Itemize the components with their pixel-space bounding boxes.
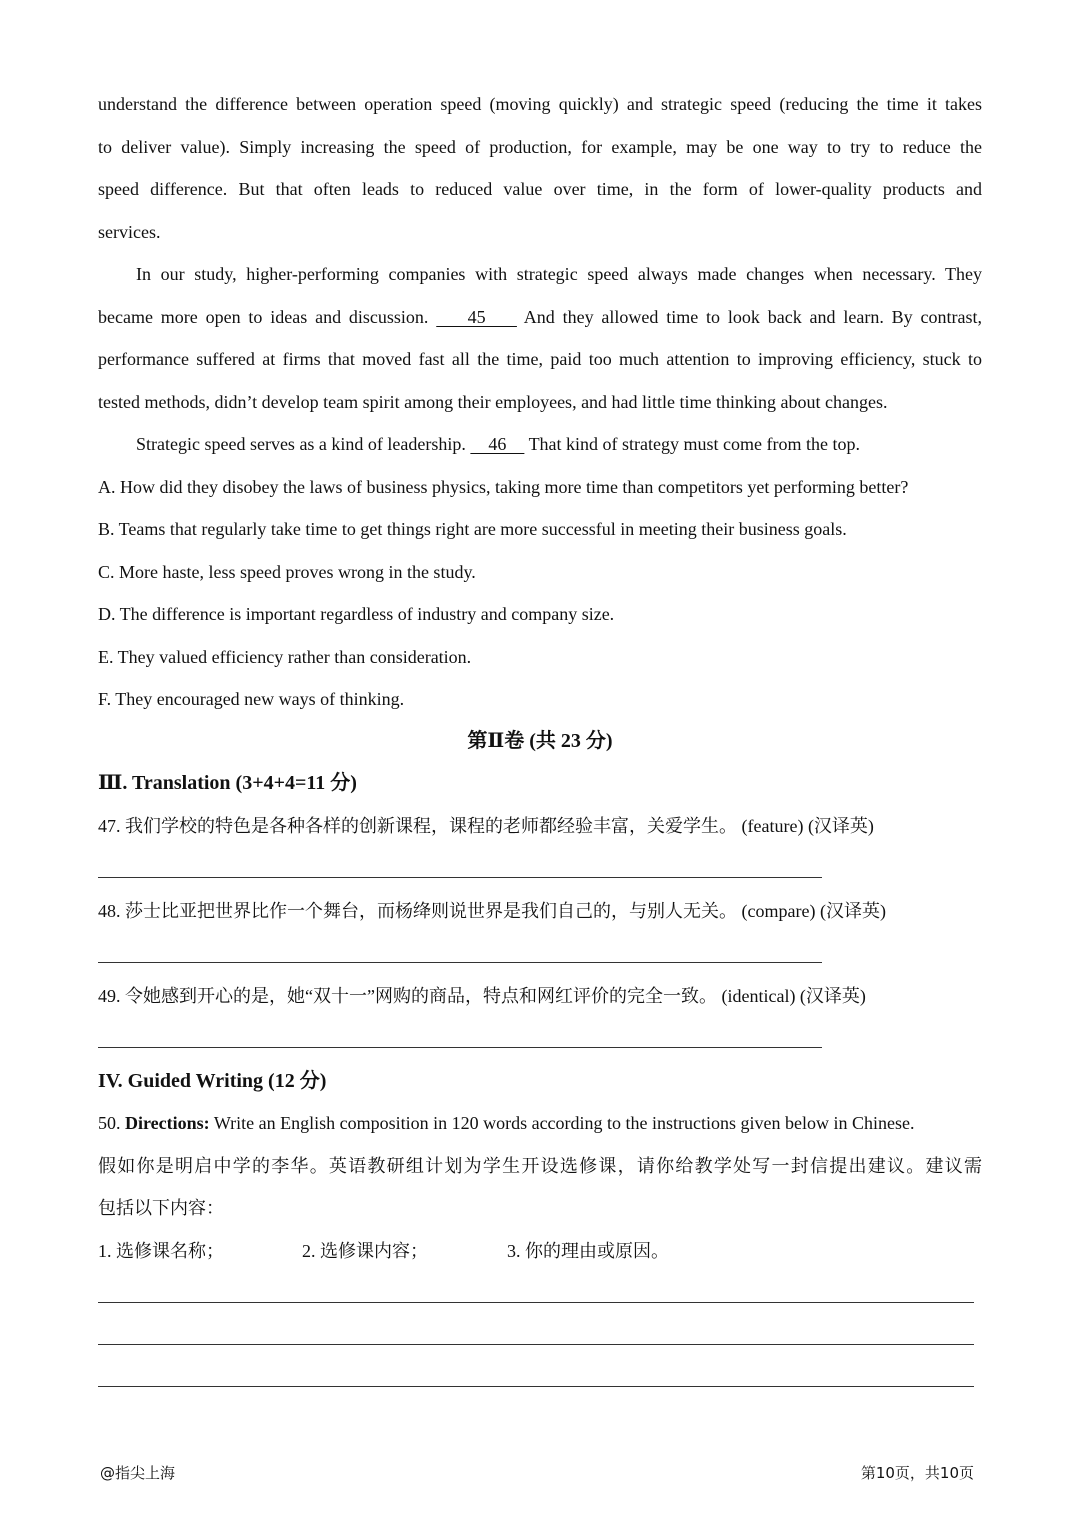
option-c: C. More haste, less speed proves wrong in the study. (98, 562, 476, 582)
writing-directions (98, 1111, 915, 1135)
passage-line: tested methods, didn’t develop team spirit among their employees, and had little time thinking about changes. (98, 392, 888, 412)
directions-label: Directions: (125, 1113, 210, 1133)
translation-item-48: 48. 莎士比亚把世界比作一个舞台，而杨绛则说世界是我们自己的，与别人无关。 (compare) (汉译英) (98, 901, 886, 921)
passage-line: understand the difference between operation speed (moving quickly) and strategic speed (reducing the time it takes (98, 94, 982, 114)
answer-line (98, 877, 822, 878)
passage-text: That kind of strategy must come from the top. (524, 434, 860, 454)
passage-line: services. (98, 222, 161, 242)
passage-line: speed difference. But that often leads to reduced value over time, in the form of lower-quality products and (98, 179, 982, 199)
writing-prompt-line: 包括以下内容： (98, 1198, 224, 1218)
writing-point-2: 2. 选修课内容； (302, 1241, 428, 1261)
directions-number: 50. (98, 1113, 125, 1133)
option-f: F. They encouraged new ways of thinking. (98, 689, 405, 709)
writing-point-1: 1. 选修课名称； (98, 1241, 224, 1261)
passage-line-with-blank (136, 432, 860, 456)
writing-heading: IV. Guided Writing (12 分) (98, 1070, 327, 1092)
option-b: B. Teams that regularly take time to get things right are more successful in meeting their business goals. (98, 519, 847, 539)
answer-line (98, 1386, 974, 1387)
option-d: D. The difference is important regardless of industry and company size. (98, 604, 615, 624)
passage-text: And they allowed time to look back and learn. By contrast, (516, 307, 982, 327)
writing-prompt-line: 假如你是明启中学的李华。英语教研组计划为学生开设选修课，请你给教学处写一封信提出建议。建议需 (98, 1156, 982, 1176)
passage-line: In our study, higher-performing companies with strategic speed always made changes when necessary. They (136, 264, 982, 284)
blank-46: 46 (470, 434, 525, 454)
translation-item-49: 49. 令她感到开心的是，她“双十一”网购的商品，特点和网红评价的完全一致。 (identical) (汉译英) (98, 986, 866, 1006)
blank-45: 45 (436, 307, 517, 327)
passage-text: Strategic speed serves as a kind of leadership. (136, 434, 471, 454)
translation-item-47: 47. 我们学校的特色是各种各样的创新课程，课程的老师都经验丰富，关爱学生。 (feature) (汉译英) (98, 816, 874, 836)
passage-line: to deliver value). Simply increasing the speed of production, for example, may be one way to try to reduce the (98, 137, 982, 157)
answer-line (98, 962, 822, 963)
answer-line (98, 1047, 822, 1048)
option-e: E. They valued efficiency rather than consideration. (98, 647, 472, 667)
footer-source: @指尖上海 (100, 1464, 176, 1482)
passage-text: became more open to ideas and discussion. (98, 307, 437, 327)
writing-point-3: 3. 你的理由或原因。 (507, 1241, 669, 1261)
directions-text: Write an English composition in 120 words according to the instructions given below in Chinese. (209, 1113, 915, 1133)
section-title: 第Ⅱ卷 (共 23 分) (467, 730, 613, 752)
page-number: 第10页，共10页 (860, 1464, 974, 1482)
passage-line-with-blank (98, 305, 982, 329)
answer-line (98, 1302, 974, 1303)
option-a: A. How did they disobey the laws of business physics, taking more time than competitors yet performing better? (98, 477, 909, 497)
answer-line (98, 1344, 974, 1345)
passage-line: performance suffered at firms that moved fast all the time, paid too much attention to improving efficiency, stuck to (98, 349, 982, 369)
translation-heading: Ⅲ. Translation (3+4+4=11 分) (98, 772, 357, 794)
